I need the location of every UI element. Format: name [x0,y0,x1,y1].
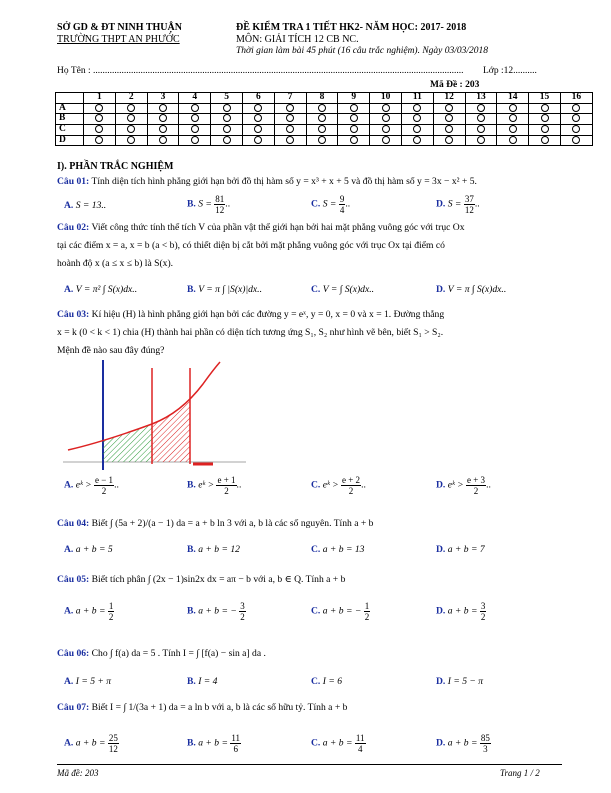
col-header: 15 [529,93,561,104]
option-letter: A. [64,200,74,211]
frac-num: 1 [364,601,370,611]
col-header: 10 [370,93,402,104]
q2-option-d[interactable] [436,284,506,295]
frac-num: 11 [231,733,241,743]
answer-bubble[interactable] [115,135,147,146]
option-letter: C. [311,479,321,491]
answer-bubble[interactable] [497,135,529,146]
option-suffix: .. [486,479,491,491]
question-label: Câu 07: [57,702,90,713]
class-field[interactable]: Lớp :12.......... [483,66,537,76]
footer-code: Mã đề: 203 [57,768,99,778]
answer-bubble[interactable] [529,135,561,146]
answer-bubble[interactable] [242,124,274,135]
answer-bubble[interactable] [84,103,116,114]
answer-bubble[interactable] [433,114,465,125]
col-header: 3 [147,93,179,104]
q7-option-a[interactable] [64,733,119,754]
answer-bubble[interactable] [338,103,370,114]
time-note: Thời gian làm bài 45 phút (16 câu trắc nghiệm). Ngày 03/03/2018 [236,46,489,56]
q3-option-a[interactable] [64,475,119,496]
q1-option-a[interactable] [64,200,106,211]
question-label: Câu 04: [57,518,90,529]
answer-bubble[interactable] [274,124,306,135]
answer-bubble[interactable] [370,135,402,146]
region-s2 [152,398,190,462]
answer-bubble[interactable] [370,114,402,125]
col-header: 16 [560,93,592,104]
row-label: D [56,135,84,146]
col-header: 2 [115,93,147,104]
col-header: 13 [465,93,497,104]
option-letter: C. [311,284,321,295]
answer-row [56,114,593,125]
frac-num: 3 [480,601,486,611]
frac-num: e + 1 [217,475,236,485]
frac-den: 2 [364,612,370,622]
option-letter: A. [64,605,74,617]
answer-bubble[interactable] [401,124,433,135]
option-letter: D. [436,284,446,295]
option-letter: D. [436,737,446,749]
option-suffix: .. [114,479,119,491]
answer-bubble[interactable] [306,124,338,135]
col-header: 7 [274,93,306,104]
answer-bubble[interactable] [433,124,465,135]
option-letter: B. [187,676,196,687]
answer-bubble[interactable] [306,103,338,114]
frac-den: 4 [357,744,363,754]
question-text-line3: hoành độ x (a ≤ x ≤ b) là S(x). [57,258,174,269]
col-header: 11 [401,93,433,104]
subject: MÔN: GIẢI TÍCH 12 CB NC. [236,34,359,45]
answer-bubble[interactable] [338,124,370,135]
q3-option-d[interactable] [436,475,491,496]
option-text: a + b = 5 [75,544,113,555]
question-label: Câu 06: [57,648,90,659]
answer-bubble[interactable] [242,103,274,114]
q7-option-b[interactable] [187,733,241,754]
section-title: I). PHẦN TRẮC NGHIỆM [57,161,174,172]
frac-den: 2 [480,612,486,622]
answer-bubble[interactable] [211,114,243,125]
frac-num: 81 [215,194,225,204]
option-letter: D. [436,605,446,617]
option-text: a + b = [447,605,478,617]
region-s1 [103,424,152,462]
question-label: Câu 03: [57,309,90,320]
frac-den: 2 [240,612,245,622]
option-text: I = 4 [198,676,218,687]
answer-bubble[interactable] [115,114,147,125]
option-text: a + b = 12 [198,544,240,555]
answer-bubble[interactable] [211,103,243,114]
answer-bubble[interactable] [115,124,147,135]
footer-rule [57,764,562,765]
question-3 [57,309,557,357]
answer-bubble[interactable] [306,114,338,125]
answer-bubble[interactable] [115,103,147,114]
answer-grid-header [56,93,593,104]
option-letter: C. [311,198,321,210]
option-text: I = 5 + π [75,676,112,687]
q5-option-a[interactable] [64,601,114,622]
option-text: V = π² ∫ S(x)dx.. [75,284,138,295]
option-letter: D. [436,198,446,210]
option-letter: A. [64,676,74,687]
col-header: 14 [497,93,529,104]
answer-bubble[interactable] [497,103,529,114]
q6-option-b[interactable] [187,676,217,687]
option-letter: A. [64,284,74,295]
col-header: 8 [306,93,338,104]
footer-page: Trang 1 / 2 [500,768,540,778]
frac-den: 2 [224,486,229,496]
answer-bubble[interactable] [560,114,592,125]
question-text-line2: tại các điểm x = a, x = b (a < b), có thiết diện bị cắt bởi mặt phẳng vuông góc với trục Ox tại điểm có [57,240,445,251]
option-text: a + b = 13 [322,544,365,555]
question-text-line3: Mệnh đề nào sau đây đúng? [57,345,165,356]
frac-num: 25 [108,733,118,743]
answer-bubble[interactable] [84,124,116,135]
option-text: I = 6 [322,676,342,687]
question-label: Câu 02: [57,222,90,233]
answer-bubble[interactable] [179,103,211,114]
answer-bubble[interactable] [465,114,497,125]
option-letter: A. [64,737,74,749]
answer-row [56,124,593,135]
frac-num: e + 3 [466,475,486,485]
frac-den: 3 [483,744,488,754]
option-text: S = [322,198,337,210]
q1-option-d[interactable] [436,194,480,215]
question-text: Biết ∫ (5a + 2)/(a − 1) da = a + b ln 3 với a, b là các số nguyên. Tính a + b [91,518,374,529]
option-suffix: .. [474,198,480,210]
option-letter: C. [311,605,321,617]
q4-option-c[interactable] [311,544,364,555]
option-text: a + b = [198,737,228,749]
frac-num: e − 1 [94,475,114,485]
answer-bubble[interactable] [274,135,306,146]
option-suffix: .. [345,198,351,210]
answer-bubble[interactable] [401,114,433,125]
option-text: a + b = [75,737,106,749]
col-header: 6 [242,93,274,104]
frac-den: 4 [339,205,345,215]
col-header: 5 [211,93,243,104]
answer-bubble[interactable] [370,103,402,114]
frac-den: 2 [473,486,479,496]
answer-bubble[interactable] [211,124,243,135]
answer-bubble[interactable] [211,135,243,146]
option-letter: A. [64,479,74,491]
q4-option-b[interactable] [187,544,240,555]
answer-bubble[interactable] [306,135,338,146]
option-letter: D. [436,544,446,555]
q5-option-d[interactable] [436,601,486,622]
option-text: eᵏ > [75,479,92,491]
option-letter: C. [311,737,321,749]
dept-name: SỞ GD & ĐT NINH THUẬN [57,22,182,33]
school-name: TRƯỜNG THPT AN PHƯỚC [57,34,180,45]
answer-bubble[interactable] [529,103,561,114]
answer-row [56,103,593,114]
option-text: a + b = [75,605,106,617]
option-text: V = ∫ S(x)dx.. [322,284,375,295]
question-4 [57,518,373,530]
q1-option-b[interactable] [187,194,230,215]
option-text: a + b = [322,737,353,749]
answer-bubble[interactable] [529,124,561,135]
frac-den: 6 [233,744,238,754]
answer-bubble[interactable] [338,114,370,125]
option-text: a + b = [447,737,478,749]
q6-option-a[interactable] [64,676,111,687]
answer-bubble[interactable] [465,103,497,114]
q3-option-c[interactable] [311,475,366,496]
option-letter: B. [187,198,196,210]
exam-code: Mã Đề : 203 [430,80,480,90]
q2-option-b[interactable] [187,284,262,295]
q1-option-c[interactable] [311,194,350,215]
option-text: eᵏ > [447,479,464,491]
answer-bubble[interactable] [497,114,529,125]
option-text: eᵏ > [322,479,339,491]
answer-bubble[interactable] [433,135,465,146]
q5-option-c[interactable] [311,601,370,622]
q7-option-d[interactable] [436,733,491,754]
answer-bubble[interactable] [338,135,370,146]
question-text: Cho ∫ f(a) da = 5 . Tính I = ∫ [f(a) − sin a] da . [91,648,266,659]
frac-den: 12 [464,205,474,215]
row-label: A [56,103,84,114]
answer-bubble[interactable] [433,103,465,114]
answer-bubble[interactable] [529,114,561,125]
answer-bubble[interactable] [401,103,433,114]
frac-den: 2 [108,612,114,622]
q4-option-d[interactable] [436,544,485,555]
col-header: 1 [84,93,116,104]
frac-num: 9 [339,194,345,204]
frac-num: 11 [355,733,365,743]
answer-bubble[interactable] [465,135,497,146]
area-figure [63,358,248,470]
answer-bubble[interactable] [179,124,211,135]
option-text: a + b = 7 [447,544,485,555]
answer-bubble[interactable] [401,135,433,146]
question-text: Biết tích phân ∫ (2x − 1)sin2x dx = aπ − b với a, b ∈ Q. Tính a + b [91,574,346,585]
q2-option-a[interactable] [64,284,137,295]
frac-den: 12 [108,744,118,754]
frac-num: 1 [108,601,114,611]
option-letter: B. [187,737,196,749]
option-text: a + b = − [198,605,237,617]
answer-bubble[interactable] [560,103,592,114]
q6-option-c[interactable] [311,676,342,687]
question-1 [57,176,557,188]
question-text: Tính diện tích hình phẳng giới hạn bởi đồ thị hàm số y = x³ + x + 5 và đồ thị hàm số y = 3x − x² + 5. [91,176,477,187]
answer-bubble[interactable] [560,124,592,135]
option-letter: D. [436,479,446,491]
answer-bubble[interactable] [84,135,116,146]
answer-bubble[interactable] [560,135,592,146]
question-5 [57,574,345,586]
answer-bubble[interactable] [274,103,306,114]
option-letter: B. [187,479,196,491]
row-label: C [56,124,84,135]
col-header: 12 [433,93,465,104]
answer-grid [55,92,593,146]
option-suffix: .. [361,479,366,491]
question-6 [57,648,266,660]
option-letter: B. [187,544,196,555]
frac-den: 12 [215,205,225,215]
q2-option-c[interactable] [311,284,374,295]
q3-option-b[interactable] [187,475,241,496]
option-letter: A. [64,544,74,555]
frac-num: 3 [240,601,245,611]
answer-bubble[interactable] [147,124,179,135]
option-text: eᵏ > [198,479,215,491]
option-text: V = π ∫ S(x)dx.. [447,284,507,295]
frac-num: 37 [464,194,474,204]
answer-bubble[interactable] [497,124,529,135]
answer-bubble[interactable] [147,103,179,114]
answer-bubble[interactable] [147,135,179,146]
name-field[interactable]: Họ Tên : ............................................................................................................................................................ [57,66,464,76]
col-header: 4 [179,93,211,104]
question-text-line1: Kí hiệu (H) là hình phẳng giới hạn bởi các đường y = eˣ, y = 0, x = 0 và x = 1. Đường thẳng [91,309,445,320]
q7-option-c[interactable] [311,733,366,754]
answer-row [56,135,593,146]
answer-bubble[interactable] [179,114,211,125]
q6-option-d[interactable] [436,676,483,687]
answer-bubble[interactable] [465,124,497,135]
row-label: B [56,114,84,125]
frac-den: 2 [101,486,107,496]
answer-bubble[interactable] [84,114,116,125]
answer-bubble[interactable] [242,114,274,125]
exam-title: ĐỀ KIỂM TRA 1 TIẾT HK2- NĂM HỌC: 2017- 2018 [236,22,467,33]
answer-bubble[interactable] [274,114,306,125]
q4-option-a[interactable] [64,544,113,555]
option-letter: B. [187,605,196,617]
option-text: V = π ∫ |S(x)|dx.. [198,284,262,295]
option-suffix: .. [236,479,242,491]
option-letter: C. [311,544,321,555]
answer-bubble[interactable] [179,135,211,146]
question-text-line1: Viết công thức tính thể tích V của phần vật thể giới hạn bởi hai mặt phẳng vuông góc với trục Ox [91,222,465,233]
option-letter: B. [187,284,196,295]
frac-num: 85 [480,733,490,743]
option-letter: D. [436,676,446,687]
option-suffix: .. [225,198,231,210]
question-text-line2: x = k (0 < k < 1) chia (H) thành hai phần có diện tích tương ứng S₁, S₂ như hình vẽ bên, biết S₁ > S₂. [57,327,444,338]
q5-option-b[interactable] [187,601,246,622]
option-text: S = 13.. [75,200,107,211]
col-header: 9 [338,93,370,104]
question-7 [57,702,347,714]
answer-bubble[interactable] [147,114,179,125]
answer-bubble[interactable] [370,124,402,135]
option-text: S = [198,198,212,210]
question-label: Câu 01: [57,176,90,187]
option-letter: C. [311,676,321,687]
option-text: I = 5 − π [447,676,484,687]
frac-den: 2 [348,486,354,496]
answer-bubble[interactable] [242,135,274,146]
question-2 [57,222,557,270]
question-text: Biết I = ∫ 1/(3a + 1) da = a ln b với a, b là các số hữu tỷ. Tính a + b [91,702,348,713]
option-text: a + b = − [322,605,362,617]
frac-num: e + 2 [341,475,361,485]
question-label: Câu 05: [57,574,90,585]
option-text: S = [447,198,462,210]
